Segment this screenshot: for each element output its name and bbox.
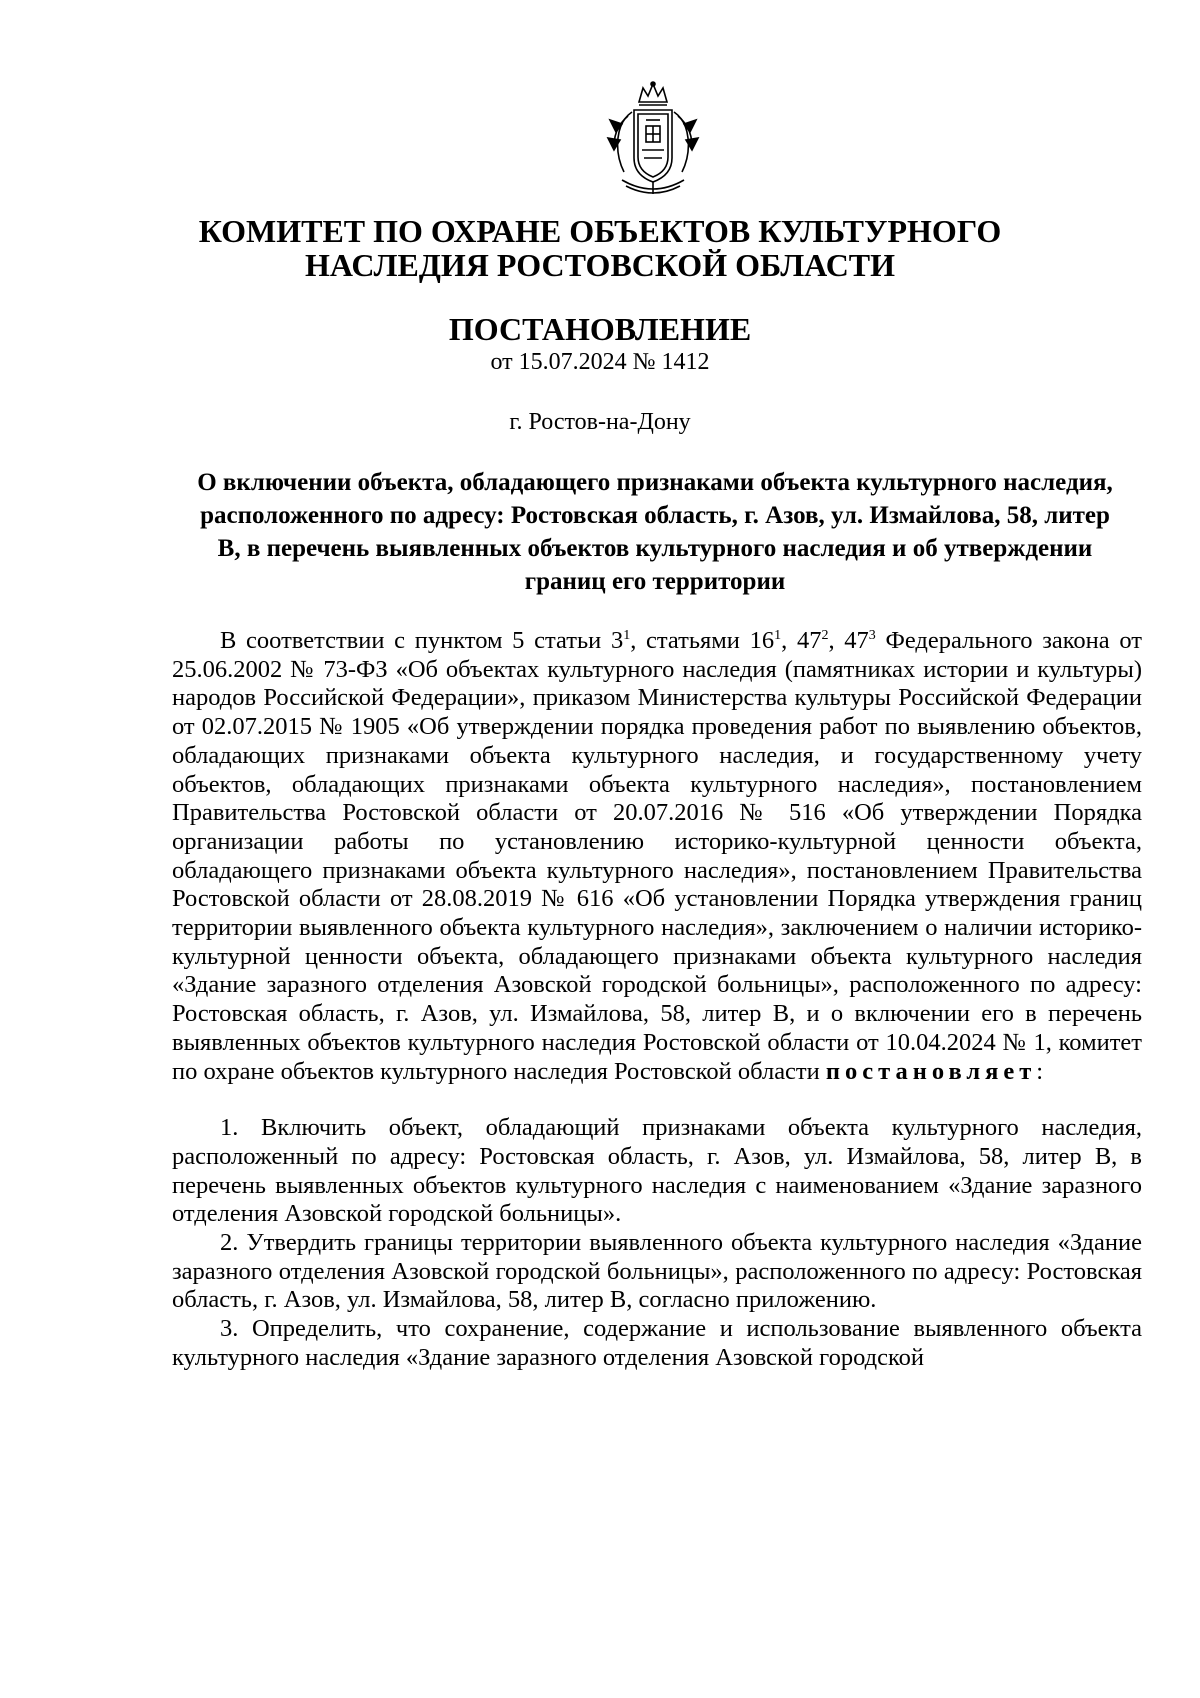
document-body xyxy=(172,627,1142,1373)
preamble-text-3: , 47 xyxy=(781,627,822,654)
list-item: 2. Утвердить границы территории выявленного объекта культурного наследия «Здание заразного отделения Азовской городской больницы», расположенного по адресу: Ростовская область, г. Азов, ул. Измайлова, 58, литер В, согласно приложению. xyxy=(172,1229,1142,1314)
preamble-text-4: , 47 xyxy=(828,627,869,654)
list-item: 3. Определить, что сохранение, содержание и использование выявленного объекта культурного наследия «Здание заразного отделения Азовской городской xyxy=(172,1315,1142,1371)
preamble-paragraph xyxy=(172,627,1142,1086)
coat-of-arms-icon xyxy=(606,80,700,200)
preamble-text-2: , статьями 16 xyxy=(630,627,775,654)
document-kind: ПОСТАНОВЛЕНИЕ xyxy=(448,311,752,347)
superscript: 1 xyxy=(623,627,631,643)
preamble-text-1: В соответствии с пунктом 5 статьи 3 xyxy=(220,627,624,654)
organization-title xyxy=(0,214,1200,282)
decree-word: постановляет xyxy=(825,1057,1037,1085)
superscript: 1 xyxy=(774,627,782,643)
organization-title-line-2: НАСЛЕДИЯ РОСТОВСКОЙ ОБЛАСТИ xyxy=(304,247,896,283)
document-date-number: от 15.07.2024 № 1412 xyxy=(490,349,710,375)
list-item: 1. Включить объект, обладающий признаками объекта культурного наследия, расположенный по адресу: Ростовская область, г. Азов, ул. Измайлова, 58, литер В, в перечень выявленных объектов культурного наследия с наименованием «Здание заразного отделения Азовской городской больницы». xyxy=(172,1114,1142,1228)
superscript: 3 xyxy=(868,627,876,643)
superscript: 2 xyxy=(821,627,829,643)
document-city: г. Ростов-на-Дону xyxy=(509,409,691,435)
organization-title-line-1: КОМИТЕТ ПО ОХРАНЕ ОБЪЕКТОВ КУЛЬТУРНОГО xyxy=(198,213,1002,249)
preamble-text-5: Федерального закона от 25.06.2002 № 73-ФЗ «Об объектах культурного наследия (памятниках истории и культуры) народов Российской Федерации», приказом Министерства культуры Российской Федерации от 02.07.2015 № 1905 «Об утверждении порядка проведения работ по выявлению объектов, обладающих признаками объекта культурного наследия, и государственному учету объектов, обладающих признаками объекта культурного наследия», постановлением Правительства Ростовской области от 20.07.2016 № 516 «Об утверждении Порядка организации работы по установлению историко-культурной ценности объекта, обладающего признаками объекта культурного наследия», постановлением Правительства Ростовской области от 28.08.2019 № 616 «Об установлении Порядка утверждения границ территории выявленного объекта культурного наследия», заключением о наличии историко-культурной ценности объекта, обладающего признаками объекта культурного наследия «Здание заразного отделения Азовской городской больницы», расположенного по адресу: Ростовская область, г. Азов, ул. Измайлова, 58, литер В, и о включении его в перечень выявленных объектов культурного наследия Ростовской области от 10.04.2024 № 1, комитет по охране объектов культурного наследия Ростовской области xyxy=(172,627,1142,1085)
document-subject: О включении объекта, обладающего признаками объекта культурного наследия, расположенного по адресу: Ростовская область, г. Азов, ул. Измайлова, 58, литер В, в перечень выявленных объектов культурного наследия и об утверждении границ его территории xyxy=(197,469,1113,595)
decree-colon: : xyxy=(1036,1057,1044,1085)
